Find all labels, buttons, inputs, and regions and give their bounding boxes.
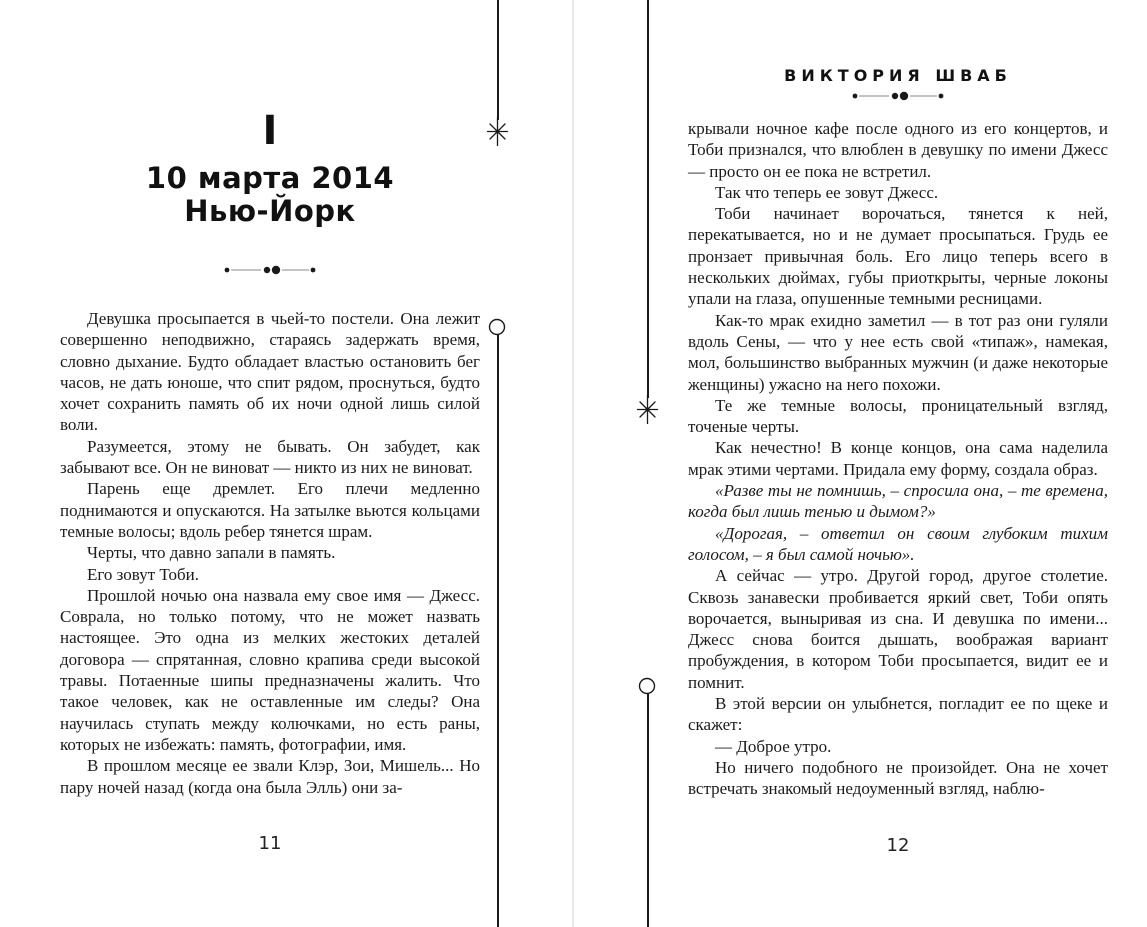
- right-page-body: [688, 118, 1108, 800]
- page-gutter-divider: [572, 0, 574, 927]
- dot-line-divider-icon: [223, 264, 317, 276]
- right-top-rule: [647, 0, 649, 398]
- left-page: [60, 0, 480, 798]
- body-paragraph: Его зовут Тоби.: [87, 564, 200, 584]
- body-paragraph: В прошлом месяце ее звали Клэр, Зои, Мишель... Но пару ночей назад (когда она была Элль) они за-: [60, 756, 480, 797]
- star-ornament-icon: [633, 395, 662, 424]
- body-paragraph: крывали ночное кафе после одного из его концертов, и Тоби признался, что влюблен в девушку по имени Джесс — просто он ее пока не встретил.: [688, 119, 1108, 181]
- dot-line-divider-icon: [848, 90, 948, 102]
- chapter-location: Нью-Йорк: [184, 194, 356, 228]
- star-ornament-icon: [483, 117, 512, 146]
- body-paragraph: Прошлой ночью она назвала ему свое имя — Джесс. Соврала, но только потому, что не может назвать настоящее. Это одна из мелких жестоких деталей договора — спрятанная, словно крапива среди высокой травы. Потаенные шипы предназначены жалить. Что такое человек, как не оставленные им следы? Она научилась ступать между колючками, но есть раны, которых не избежать: память, фотографии, имя.: [60, 585, 480, 754]
- circle-ornament-icon: [638, 677, 656, 695]
- right-page: [688, 0, 1108, 800]
- chapter-number: I: [262, 108, 278, 154]
- running-head-author: ВИКТОРИЯ ШВАБ: [784, 66, 1012, 85]
- body-paragraph: Но ничего подобного не произойдет. Она не хочет встречать знакомый недоуменный взгляд, наблю-: [688, 757, 1108, 799]
- body-paragraph: Девушка просыпается в чьей-то постели. Она лежит совершенно неподвижно, стараясь задержать время, словно дыхание. Будто обладает властью остановить бег часов, не дать юноше, что спит рядом, проснуться, будто хочет сохранить память об их ночи одной лишь силой воли.: [60, 309, 480, 435]
- body-paragraph: Так что теперь ее зовут Джесс.: [715, 182, 939, 202]
- body-paragraph: Как нечестно! В конце концов, она сама наделила мрак этими чертами. Придала ему форму, создала образ.: [688, 438, 1108, 479]
- body-paragraph: Тоби начинает ворочаться, тянется к ней, перекатывается, но и не думает просыпаться. Грудь ее пронзает привычная боль. Его лицо теперь всего в нескольких дюймах, губы приоткрыты, черные локоны упали на глаза, опушенные темными ресницами.: [688, 204, 1108, 309]
- right-bottom-rule: [647, 694, 649, 927]
- left-page-body: [60, 308, 480, 798]
- body-paragraph-dialogue: — Доброе утро.: [715, 736, 832, 756]
- body-paragraph-quote: «Дорогая, – ответил он своим глубоким тихим голосом, – я был самой ночью».: [688, 523, 1108, 564]
- page-number: 11: [258, 833, 282, 854]
- page-number: 12: [886, 835, 910, 856]
- body-paragraph: Как-то мрак ехидно заметил — в тот раз они гуляли вдоль Сены, — что у нее есть свой «типаж», намекая, мол, большинство выбранных мужчин (и даже некоторые женщины) ужасно на него похожи.: [688, 310, 1108, 394]
- left-bottom-rule: [497, 335, 499, 927]
- chapter-heading: [60, 0, 480, 276]
- chapter-date: 10 марта 2014: [145, 161, 395, 195]
- circle-ornament-icon: [488, 318, 506, 336]
- body-paragraph: Парень еще дремлет. Его плечи медленно поднимаются и опускаются. На затылке вьются кольцами темные волосы; вдоль ребер тянется шрам.: [60, 479, 480, 541]
- body-paragraph: А сейчас — утро. Другой город, другое столетие. Сквозь занавески пробивается яркий свет, Тоби опять ворочается, выныривая из сна. И девушка по имени... Джесс снова боится дышать, воображая вариант пробуждения, в котором Тоби просыпается, видит ее и помнит.: [688, 566, 1108, 692]
- body-paragraph: Разумеется, этому не бывать. Он забудет, как забывают все. Он не виноват — никто из них не виноват.: [60, 436, 480, 478]
- body-paragraph: В этой версии он улыбнется, погладит ее по щеке и скажет:: [688, 694, 1108, 735]
- body-paragraph-quote: «Разве ты не помнишь, – спросила она, – те времена, когда был лишь тенью и дымом?»: [688, 481, 1108, 522]
- body-paragraph: Те же темные волосы, проницательный взгляд, точеные черты.: [688, 395, 1108, 437]
- left-top-rule: [497, 0, 499, 120]
- body-paragraph: Черты, что давно запали в память.: [87, 543, 336, 563]
